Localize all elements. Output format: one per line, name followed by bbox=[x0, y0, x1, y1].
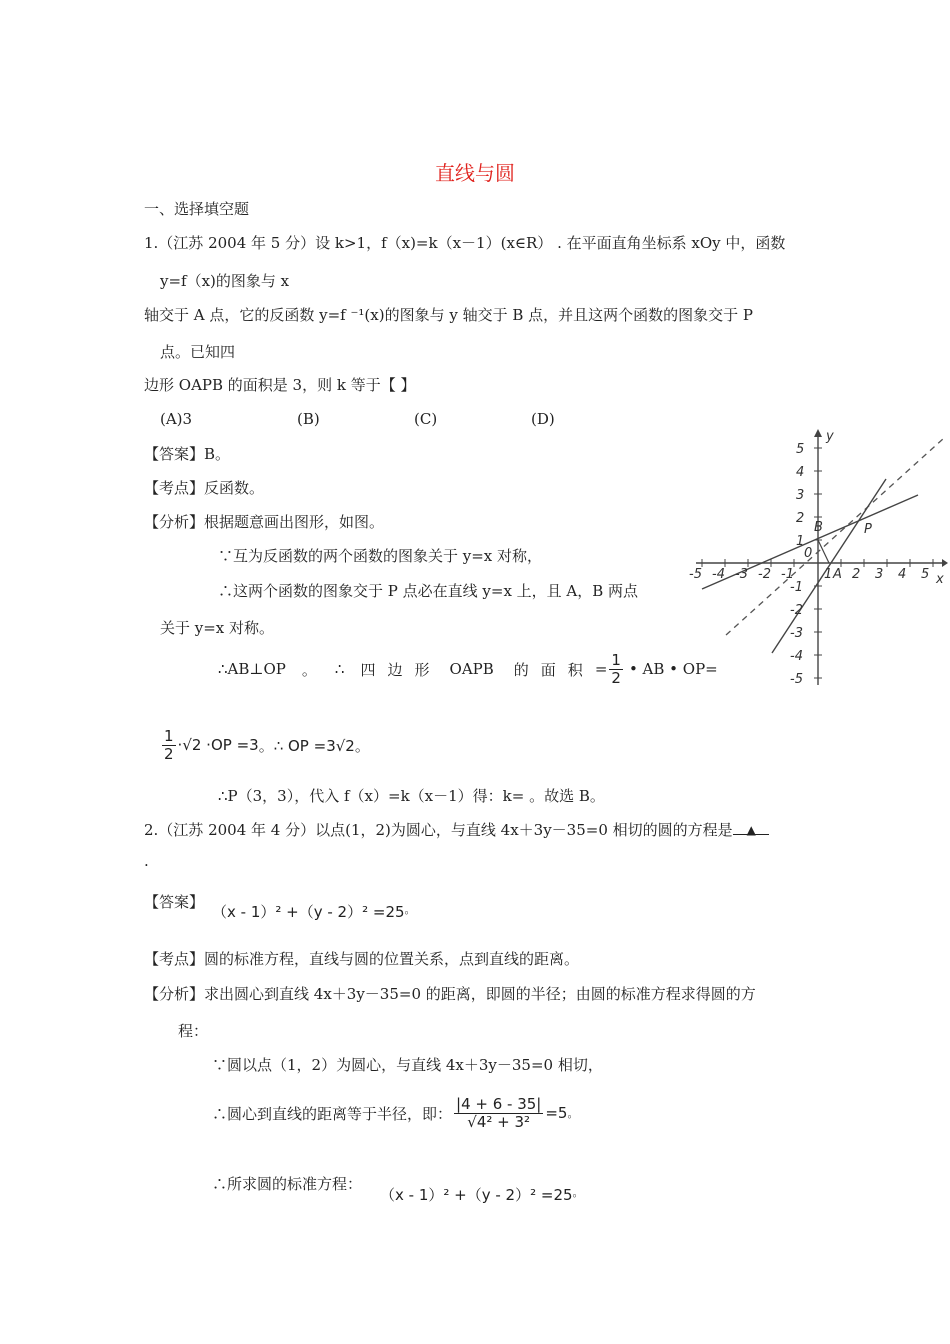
y-tick-label: 2 bbox=[796, 511, 805, 526]
y-tick-label: 5 bbox=[796, 442, 805, 457]
q1-step-5 bbox=[160, 728, 370, 762]
option-b: (B) bbox=[297, 410, 320, 428]
q2-answer-equation bbox=[212, 901, 416, 922]
q1-step-1: ∵互为反函数的两个函数的图象关于 y=x 对称， bbox=[218, 547, 543, 565]
kaodian-label: 【考点】 bbox=[144, 950, 205, 968]
q2-fenxi-2: 程： bbox=[178, 1022, 209, 1040]
y-axis-label: y bbox=[826, 429, 834, 444]
fenxi-label: 【分析】 bbox=[144, 513, 205, 531]
y-tick-label: -3 bbox=[790, 626, 803, 641]
x-tick-label: -5 bbox=[689, 567, 702, 582]
option-a: (A)3 bbox=[160, 410, 193, 428]
x-tick-label: -3 bbox=[735, 567, 748, 582]
tick-labels bbox=[689, 429, 944, 687]
fraction-one-half bbox=[162, 728, 176, 762]
x-axis-label: x bbox=[936, 572, 944, 587]
x-tick-label: 5 bbox=[921, 567, 930, 582]
y-tick-label: -2 bbox=[790, 603, 803, 618]
triangle-icon: ▲ bbox=[746, 823, 756, 837]
step4-word: 。 bbox=[301, 660, 317, 679]
step4-tail: • AB • OP= bbox=[628, 660, 718, 678]
x-tick-label: 0 bbox=[804, 546, 813, 561]
q1-fenxi bbox=[144, 511, 384, 532]
distance-fraction bbox=[454, 1096, 543, 1130]
fraction-denominator: 2 bbox=[611, 668, 621, 687]
q2-kaodian bbox=[144, 948, 579, 969]
y-tick-label: -5 bbox=[790, 672, 803, 687]
q1-line-3: 轴交于 A 点，它的反函数 y=f ⁻¹(x)的图象与 y 轴交于 B 点，并且这两个函数的图象交于 P bbox=[144, 306, 754, 324]
step5-result: 。∴ OP =3√2 bbox=[258, 736, 355, 755]
fenxi-text: 根据题意画出图形，如图。 bbox=[204, 513, 385, 531]
kaodian-text: 圆的标准方程，直线与圆的位置关系，点到直线的距离。 bbox=[204, 950, 580, 968]
q2-dot: . bbox=[144, 852, 149, 870]
x-tick-label: 1 bbox=[824, 567, 833, 582]
step4-word: 的 bbox=[513, 660, 529, 679]
x-tick-label: 2 bbox=[852, 567, 861, 582]
fenxi-text: 求出圆心到直线 4x＋3y－35=0 的距离，即圆的半径；由圆的标准方程求得圆的方 bbox=[204, 985, 756, 1003]
point-a-label: A bbox=[833, 567, 842, 582]
step4-word: 积 bbox=[567, 660, 583, 679]
final-equation: （x - 1）² +（y - 2）² =25 bbox=[380, 1186, 573, 1204]
q2-step-2 bbox=[212, 1096, 578, 1130]
final-end: 。 bbox=[572, 1186, 584, 1199]
q1-answer bbox=[144, 443, 230, 464]
step4-word: 四 bbox=[360, 660, 376, 679]
y-tick-label: 3 bbox=[796, 488, 805, 503]
function-graph bbox=[686, 425, 948, 690]
step4-word: 面 bbox=[540, 660, 556, 679]
step5-end: 。 bbox=[354, 736, 370, 755]
step4-word: ∴AB⊥OP bbox=[218, 660, 286, 678]
q1-line-2: y=f（x)的图象与 x bbox=[160, 272, 290, 290]
q1-line-5: 边形 OAPB 的面积是 3，则 k 等于【 】 bbox=[144, 376, 416, 394]
line-y-equals-x bbox=[726, 438, 944, 635]
step2-end: 。 bbox=[567, 1107, 579, 1120]
step4-word: ∴ bbox=[334, 660, 345, 678]
answer-end: 。 bbox=[404, 903, 416, 916]
step2-text: ∴圆心到直线的距离等于半径，即： bbox=[212, 1104, 453, 1123]
q1-step-3: 关于 y=x 对称。 bbox=[160, 619, 275, 637]
q2-step-3: ∴所求圆的标准方程： bbox=[212, 1175, 363, 1193]
q1-step-4 bbox=[218, 651, 718, 687]
fraction-numerator: 1 bbox=[164, 727, 174, 745]
fraction-denominator: 2 bbox=[164, 744, 174, 763]
q2-final-equation bbox=[380, 1184, 584, 1205]
q1-line-1: 1.（江苏 2004 年 5 分）设 k>1，f（x)=k（x－1）(x∈R） . 在平面直角坐标系 xOy 中，函数 bbox=[144, 234, 786, 252]
q2-fenxi bbox=[144, 983, 756, 1004]
step4-word: 边 bbox=[387, 660, 403, 679]
step4-word: = bbox=[594, 660, 608, 678]
option-d: (D) bbox=[531, 410, 555, 428]
y-tick-label: 4 bbox=[796, 465, 805, 480]
x-tick-label: -4 bbox=[712, 567, 725, 582]
page-title: 直线与圆 bbox=[435, 161, 515, 185]
q1-step-6: ∴P（3，3），代入 f（x）=k（x－1）得：k= 。故选 B。 bbox=[218, 787, 605, 805]
step4-word: 形 bbox=[414, 660, 430, 679]
fenxi-label: 【分析】 bbox=[144, 985, 205, 1003]
q1-kaodian bbox=[144, 477, 264, 498]
fraction-numerator: |4 + 6 - 35| bbox=[456, 1095, 542, 1113]
x-tick-label: 3 bbox=[875, 567, 884, 582]
kaodian-label: 【考点】 bbox=[144, 479, 205, 497]
x-tick-label: -2 bbox=[758, 567, 771, 582]
answer-text: B。 bbox=[204, 445, 231, 463]
step5-expression: ·√2 ·OP =3 bbox=[177, 736, 259, 754]
kaodian-text: 反函数。 bbox=[204, 479, 265, 497]
point-b-label: B bbox=[814, 520, 823, 535]
fraction-numerator: 1 bbox=[611, 651, 621, 669]
y-tick-label: -1 bbox=[790, 580, 803, 595]
y-tick-label: 1 bbox=[796, 534, 805, 549]
q1-line-4: 点。已知四 bbox=[160, 343, 236, 361]
y-axis-arrow-icon bbox=[814, 429, 822, 437]
option-c: (C) bbox=[414, 410, 438, 428]
q2-question-text: 2.（江苏 2004 年 4 分）以点(1，2)为圆心，与直线 4x＋3y－35=0 相切的圆的方程是 bbox=[144, 821, 733, 839]
section-heading: 一、选择填空题 bbox=[144, 200, 250, 218]
x-axis-arrow-icon bbox=[942, 559, 948, 567]
answer-label: 【答案】 bbox=[144, 445, 205, 463]
answer-equation: （x - 1）² +（y - 2）² =25 bbox=[212, 903, 405, 921]
x-tick-label: 4 bbox=[898, 567, 907, 582]
y-tick-label: -4 bbox=[790, 649, 803, 664]
step2-result: =5 bbox=[545, 1104, 568, 1122]
step4-word: OAPB bbox=[449, 660, 494, 678]
q2-answer-label: 【答案】 bbox=[144, 893, 205, 911]
fraction-denominator: √4² + 3² bbox=[467, 1112, 531, 1131]
x-tick-label: -1 bbox=[781, 567, 794, 582]
fraction-one-half bbox=[609, 652, 623, 686]
q2-line-1 bbox=[144, 819, 756, 840]
point-p-label: P bbox=[864, 522, 872, 537]
q2-step-1: ∵圆以点（1，2）为圆心，与直线 4x＋3y－35=0 相切， bbox=[212, 1056, 603, 1074]
q1-step-2: ∴这两个函数的图象交于 P 点必在直线 y=x 上，且 A，B 两点 bbox=[218, 582, 639, 600]
